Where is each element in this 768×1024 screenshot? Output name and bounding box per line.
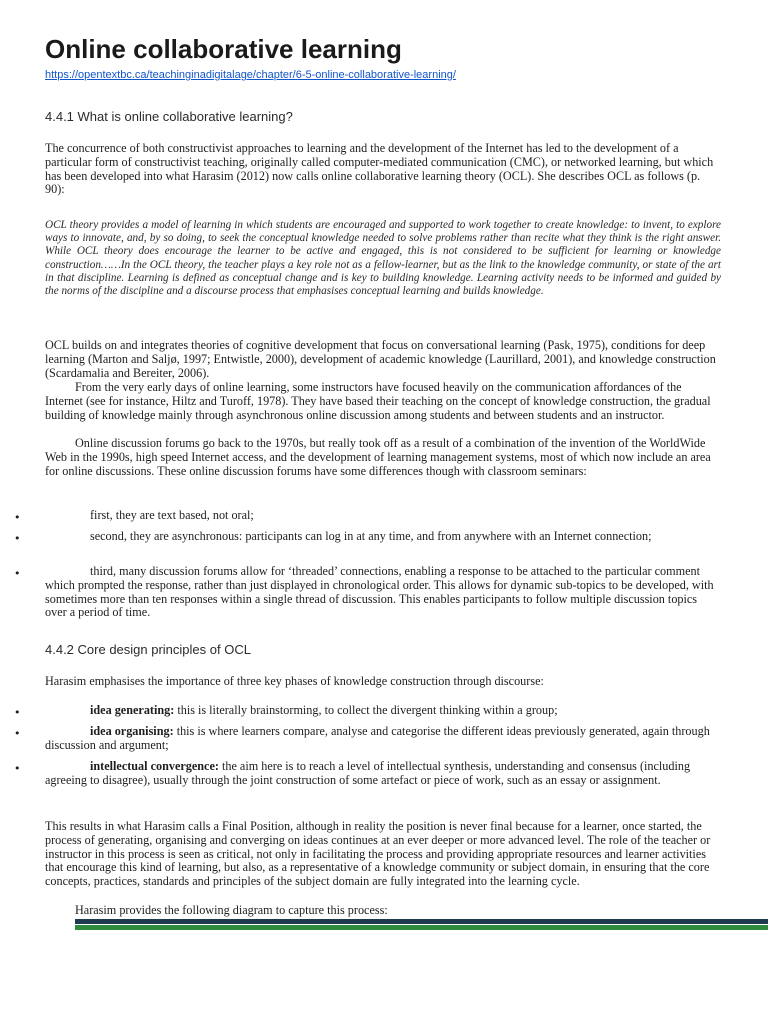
block-quote: OCL theory provides a model of learning in which students are encouraged and supported to work together to create knowledge: to invent, to explore ways to innovate, and, by so doing, to seek the conceptual knowledge needed to solve problems rather than recite what they think is the right answer. While OCL theory does encourage the learner to be active and engaged, this is not considered to be sufficient for learning or knowledge construction……In the OCL theory, the teacher plays a key role not as a fellow-learner, but as the link to the knowledge community, or state of the art in that discipline. Learning is defined as conceptual change and is key to building knowledge. Learning activity needs to be informed and guided by the norms of the discipline and a discourse process that emphasises conceptual learning and builds knowledge. (45, 219, 721, 298)
term-separator: : (169, 724, 174, 738)
divider-rule-dark (75, 919, 768, 924)
term: intellectual convergence: (90, 759, 219, 773)
paragraph-early-days: From the very early days of online learning, some instructors have focused heavily on the communication affordances of the Internet (see for instance, Hiltz and Turoff, 1978). They have based their teaching on the concept of knowledge construction, the gradual building of knowledge mainly through asynchronous online discussion among students and between students and an instructor. (45, 380, 711, 422)
term: idea organising (90, 724, 170, 738)
paragraph-final-position: This results in what Harasim calls a Final Position, although in reality the position is never final because for a learner, once started, the process of generating, organising and converging on ideas continues at an ever deeper or more advanced level. The role of the teacher or instructor in this process is seen as critical, not only in facilitating the process and providing appropriate resources and learner activities that encourage this kind of learning, but also, as a representative of a knowledge community or subject domain, in ensuring that the core concepts, practices, standards and principles of the subject domain are fully integrated into the learning cycle. (45, 819, 711, 889)
term-separator: : (170, 703, 175, 717)
bullet-marker: • (14, 762, 21, 775)
paragraph-theories: OCL builds on and integrates theories of cognitive development that focus on conversational learning (Pask, 1975), conditions for deep learning (Marton and Saljø, 1997; Entwistle, 2000), development of academic knowledge (Laurillard, 2001), and knowledge construction (Scardamalia and Bereiter, 2006). (45, 338, 716, 380)
bullet-marker: • (14, 511, 21, 524)
paragraph-diagram-intro: Harasim provides the following diagram to capture this process: (75, 903, 388, 917)
bullet-marker: • (14, 727, 21, 740)
term: idea generating (90, 703, 171, 717)
list-item: first, they are text based, not oral; (90, 508, 254, 522)
list-item: third, many discussion forums allow for ‘threaded’ connections, enabling a response to be attached to the particular comment which prompted the response, rather than just displayed in chronological order. This allows for dynamic sub-topics to be developed, with sometimes more than ten responses within a single thread of discussion. This enables participants to follow multiple discussion topics over a period of time. (45, 564, 714, 620)
definition: this is literally brainstorming, to collect the divergent thinking within a group; (174, 703, 558, 717)
paragraph-forums: Online discussion forums go back to the 1970s, but really took off as a result of a combination of the invention of the WorldWide Web in the 1990s, high speed Internet access, and the development of learning management systems, most of which now include an area for online discussions. These online discussion forums have some differences though with classroom seminars: (45, 436, 711, 478)
list-item-intellectual-convergence (45, 760, 721, 788)
definition: the aim here is to reach a level of intellectual synthesis, understanding and consensus (including agreeing to disagree), usually through the joint construction of some artefact or piece of work, such as an essay or assignment. (45, 759, 691, 787)
paragraph-intro: The concurrence of both constructivist approaches to learning and the development of the Internet has led to the development of a particular form of constructivist teaching, originally called computer-mediated communication (CMC), or networked learning, but which has been developed into what Harasim (2012) now calls online collaborative learning theory (OCL). She describes OCL as follows (p. 90): (45, 141, 714, 197)
bullet-marker: • (14, 567, 21, 580)
page-title: Online collaborative learning (45, 34, 402, 64)
bullet-marker: • (14, 532, 21, 545)
bullet-marker: • (14, 706, 21, 719)
section-heading-442: 4.4.2 Core design principles of OCL (45, 642, 251, 657)
section-heading-441: 4.4.1 What is online collaborative learning? (45, 109, 293, 124)
divider-rule-green (75, 925, 768, 930)
paragraph-phases-intro: Harasim emphasises the importance of three key phases of knowledge construction through discourse: (45, 674, 544, 688)
list-item-idea-generating (45, 704, 721, 718)
definition: this is where learners compare, analyse and categorise the different ideas previously generated, again through discussion and argument; (45, 724, 710, 752)
source-link[interactable]: https://opentextbc.ca/teachinginadigitalage/chapter/6-5-online-collaborative-learning/ (45, 69, 456, 81)
list-item: second, they are asynchronous: participants can log in at any time, and from anywhere with an Internet connection; (90, 529, 652, 543)
list-item-idea-organising (45, 725, 721, 753)
